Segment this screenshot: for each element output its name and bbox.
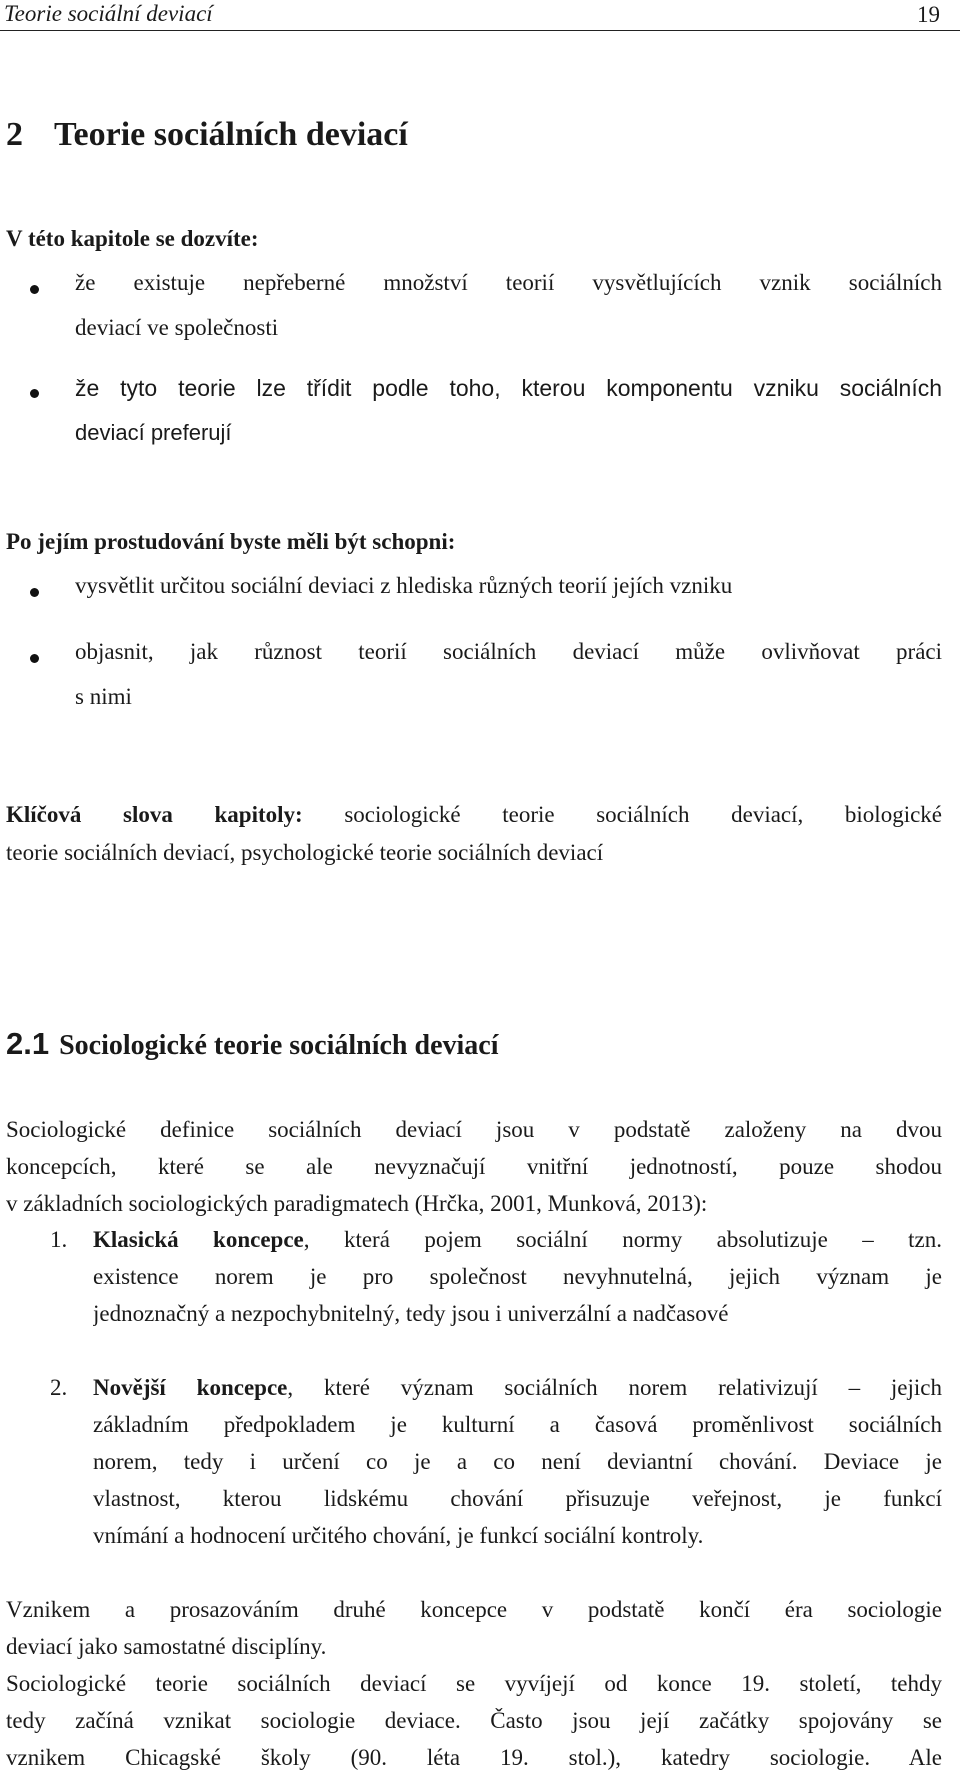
section-number: 2.1 — [6, 1026, 50, 1061]
objective-2-line1: že tyto teorie lze třídit podle toho, kterou komponentu vzniku sociálních — [75, 375, 942, 401]
page-header — [0, 0, 960, 31]
section-title: Sociologické teorie sociálních deviací — [59, 1030, 499, 1061]
keywords-line1 — [6, 802, 942, 828]
para2-line-1: Vznikem a prosazováním druhé koncepce v podstatě končí éra sociologie — [6, 1597, 942, 1622]
list-item-2-line2: základním předpokladem je kulturní a časová proměnlivost sociálních — [93, 1412, 942, 1437]
running-title: Teorie sociální deviací — [4, 1, 213, 26]
keywords-text-1: sociologické teorie sociálních deviací, biologické — [344, 802, 942, 827]
bullet-icon — [30, 588, 39, 597]
keywords-line2: teorie sociálních deviací, psychologické teorie sociálních deviací — [6, 840, 604, 865]
intro-line-3: v základních sociologických paradigmatech (Hrčka, 2001, Munková, 2013): — [6, 1191, 708, 1216]
list-marker-2: 2. — [50, 1375, 68, 1400]
bullet-icon — [30, 389, 39, 398]
page-number: 19 — [917, 2, 940, 27]
objective-1-line2: deviací ve společnosti — [75, 315, 279, 340]
keywords-label: Klíčová slova kapitoly: — [6, 802, 303, 827]
skill-2-line2: s nimi — [75, 684, 132, 709]
list-item-1-line2: existence norem je pro společnost nevyhnutelná, jejich význam je — [93, 1264, 942, 1289]
para3-line-2: tedy začíná vznikat sociologie deviace. Často jsou její začátky spojovány se — [6, 1708, 942, 1733]
chapter-heading — [6, 116, 408, 154]
list-item-2-line5: vnímání a hodnocení určitého chování, je funkcí sociální kontroly. — [93, 1523, 704, 1548]
list-item-2-line1 — [93, 1375, 942, 1401]
objective-1-line1: že existuje nepřeberné množství teorií vysvětlujících vznik sociálních — [75, 270, 942, 295]
para2-line-2: deviací jako samostatné disciplíny. — [6, 1634, 327, 1659]
objectives-heading: V této kapitole se dozvíte: — [6, 226, 259, 251]
chapter-number: 2 — [6, 116, 23, 153]
chapter-title: Teorie sociálních deviací — [54, 116, 408, 153]
skill-2-line1: objasnit, jak různost teorií sociálních deviací může ovlivňovat práci — [75, 639, 942, 664]
list-item-1-rest: , která pojem sociální normy absolutizuje – tzn. — [303, 1227, 942, 1252]
list-item-1-line1 — [93, 1227, 942, 1253]
bullet-icon — [30, 654, 39, 663]
skill-1-line1: vysvětlit určitou sociální deviaci z hlediska různých teorií jejích vzniku — [75, 573, 733, 598]
para3-line-1: Sociologické teorie sociálních deviací se vyvíjejí od konce 19. století, tehdy — [6, 1671, 942, 1696]
section-heading — [6, 1026, 498, 1062]
para3-line-3: vznikem Chicagské školy (90. léta 19. stol.), katedry sociologie. Ale — [6, 1745, 942, 1770]
skills-heading: Po jejím prostudování byste měli být schopni: — [6, 529, 456, 554]
intro-line-1: Sociologické definice sociálních deviací jsou v podstatě založeny na dvou — [6, 1117, 942, 1142]
list-item-1-term: Klasická koncepce — [93, 1227, 304, 1252]
bullet-icon — [30, 285, 39, 294]
list-item-2-term: Novější koncepce — [93, 1375, 288, 1400]
list-item-2-line4: vlastnost, kterou lidskému chování přisuzuje veřejnost, je funkcí — [93, 1486, 942, 1511]
list-item-2-rest: , které význam sociálních norem relativizují – jejich — [287, 1375, 942, 1400]
list-item-2-line3: norem, tedy i určení co je a co není deviantní chování. Deviace je — [93, 1449, 942, 1474]
list-item-1-line3: jednoznačný a nezpochybnitelný, tedy jsou i univerzální a nadčasové — [93, 1301, 729, 1326]
intro-line-2: koncepcích, které se ale nevyznačují vnitřní jednotností, pouze shodou — [6, 1154, 942, 1179]
list-marker-1: 1. — [50, 1227, 68, 1252]
objective-2-line2: deviací preferují — [75, 420, 232, 445]
